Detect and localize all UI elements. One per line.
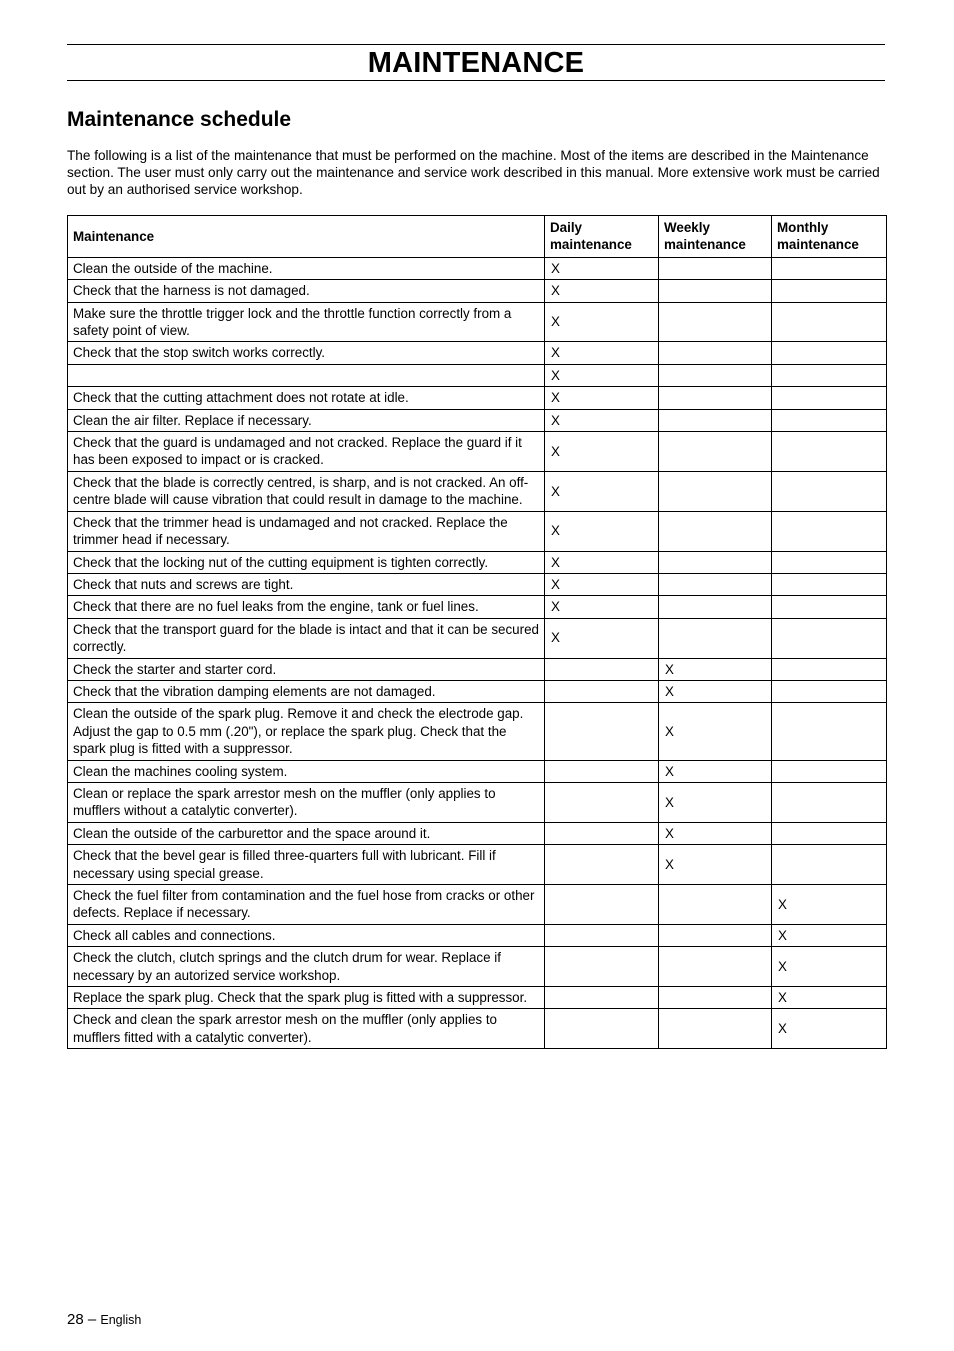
footer-separator: – (87, 1311, 97, 1328)
table-row (68, 703, 887, 760)
cell-monthly (772, 342, 887, 364)
table-row (68, 845, 887, 885)
cell-daily: X (545, 573, 659, 595)
cell-monthly (772, 782, 887, 822)
cell-daily (545, 845, 659, 885)
cell-monthly (772, 364, 887, 386)
table-row (68, 885, 887, 925)
table-row (68, 680, 887, 702)
cell-daily: X (545, 432, 659, 472)
cell-task (68, 364, 545, 386)
page-header (67, 44, 885, 81)
cell-task: Check that the vibration damping elements are not damaged. (68, 680, 545, 702)
cell-daily: X (545, 257, 659, 279)
cell-weekly (659, 342, 772, 364)
header-weekly: Weekly maintenance (659, 216, 772, 258)
cell-task: Check that the locking nut of the cutting equipment is tighten correctly. (68, 551, 545, 573)
cell-task: Check that the stop switch works correctly. (68, 342, 545, 364)
section-title: Maintenance schedule (67, 108, 292, 131)
cell-monthly (772, 511, 887, 551)
cell-weekly (659, 987, 772, 1009)
cell-daily: X (545, 551, 659, 573)
cell-daily (545, 782, 659, 822)
cell-monthly (772, 703, 887, 760)
table-row (68, 987, 887, 1009)
cell-weekly (659, 280, 772, 302)
cell-monthly (772, 573, 887, 595)
cell-monthly (772, 596, 887, 618)
cell-weekly (659, 409, 772, 431)
table-row (68, 257, 887, 279)
cell-weekly (659, 596, 772, 618)
cell-daily: X (545, 387, 659, 409)
cell-monthly: X (772, 924, 887, 946)
cell-daily: X (545, 409, 659, 431)
maintenance-schedule-table (67, 215, 887, 1049)
cell-monthly (772, 680, 887, 702)
cell-weekly (659, 924, 772, 946)
header-monthly: Monthly maintenance (772, 216, 887, 258)
cell-weekly (659, 511, 772, 551)
footer-language: English (100, 1313, 142, 1327)
cell-monthly (772, 658, 887, 680)
cell-monthly (772, 822, 887, 844)
header-daily: Daily maintenance (545, 216, 659, 258)
cell-weekly: X (659, 680, 772, 702)
page-title: MAINTENANCE (367, 47, 585, 79)
cell-daily (545, 822, 659, 844)
cell-weekly (659, 471, 772, 511)
cell-daily: X (545, 618, 659, 658)
cell-weekly (659, 947, 772, 987)
page-footer (67, 1310, 141, 1330)
table-header (68, 216, 887, 258)
cell-weekly (659, 432, 772, 472)
cell-task: Clean the outside of the carburettor and the space around it. (68, 822, 545, 844)
cell-monthly (772, 845, 887, 885)
cell-task: Check the fuel filter from contamination and the fuel hose from cracks or other defects. Replace if necessary. (68, 885, 545, 925)
cell-monthly: X (772, 1009, 887, 1049)
table-row (68, 760, 887, 782)
cell-weekly (659, 257, 772, 279)
cell-daily: X (545, 596, 659, 618)
cell-daily (545, 987, 659, 1009)
table-row (68, 387, 887, 409)
cell-weekly (659, 1009, 772, 1049)
cell-task: Check that the harness is not damaged. (68, 280, 545, 302)
table-row (68, 409, 887, 431)
table-row (68, 596, 887, 618)
cell-task: Make sure the throttle trigger lock and the throttle function correctly from a safety point of view. (68, 302, 545, 342)
cell-weekly (659, 302, 772, 342)
header-maintenance: Maintenance (68, 216, 545, 258)
cell-weekly (659, 364, 772, 386)
table-row (68, 511, 887, 551)
cell-daily: X (545, 342, 659, 364)
cell-daily (545, 947, 659, 987)
cell-task: Check the starter and starter cord. (68, 658, 545, 680)
cell-task: Check and clean the spark arrestor mesh on the muffler (only applies to mufflers fitted with a catalytic converter). (68, 1009, 545, 1049)
table-row (68, 618, 887, 658)
cell-daily (545, 885, 659, 925)
cell-monthly (772, 302, 887, 342)
cell-task: Clean the machines cooling system. (68, 760, 545, 782)
cell-monthly: X (772, 947, 887, 987)
cell-task: Check that there are no fuel leaks from the engine, tank or fuel lines. (68, 596, 545, 618)
cell-weekly (659, 387, 772, 409)
cell-monthly (772, 432, 887, 472)
table-row (68, 342, 887, 364)
cell-task: Check that the transport guard for the blade is intact and that it can be secured correctly. (68, 618, 545, 658)
cell-daily (545, 680, 659, 702)
cell-task: Clean the outside of the machine. (68, 257, 545, 279)
table-row (68, 924, 887, 946)
cell-task: Check that the blade is correctly centred, is sharp, and is not cracked. An off-centre blade will cause vibration that could result in damage to the machine. (68, 471, 545, 511)
table-row (68, 302, 887, 342)
cell-task: Clean the air filter. Replace if necessary. (68, 409, 545, 431)
cell-task: Check that the trimmer head is undamaged and not cracked. Replace the trimmer head if necessary. (68, 511, 545, 551)
table-row (68, 551, 887, 573)
cell-weekly: X (659, 760, 772, 782)
cell-task: Check all cables and connections. (68, 924, 545, 946)
cell-monthly (772, 409, 887, 431)
cell-daily (545, 658, 659, 680)
table-row (68, 658, 887, 680)
cell-task: Check that the guard is undamaged and not cracked. Replace the guard if it has been exposed to impact or is cracked. (68, 432, 545, 472)
table-row (68, 573, 887, 595)
cell-monthly (772, 760, 887, 782)
page-number: 28 (67, 1311, 84, 1328)
table-row (68, 432, 887, 472)
cell-monthly (772, 471, 887, 511)
cell-task: Check the clutch, clutch springs and the clutch drum for wear. Replace if necessary by an autorized service workshop. (68, 947, 545, 987)
table-row (68, 471, 887, 511)
cell-task: Check that the bevel gear is filled three-quarters full with lubricant. Fill if necessary using special grease. (68, 845, 545, 885)
cell-daily: X (545, 302, 659, 342)
cell-task: Check that nuts and screws are tight. (68, 573, 545, 595)
table-body (68, 257, 887, 1048)
cell-monthly (772, 257, 887, 279)
cell-monthly (772, 280, 887, 302)
cell-weekly (659, 573, 772, 595)
table-row (68, 364, 887, 386)
cell-monthly (772, 618, 887, 658)
cell-monthly: X (772, 885, 887, 925)
cell-weekly (659, 618, 772, 658)
table-row (68, 280, 887, 302)
cell-weekly: X (659, 782, 772, 822)
cell-daily: X (545, 280, 659, 302)
cell-daily (545, 703, 659, 760)
cell-weekly: X (659, 703, 772, 760)
table-row (68, 782, 887, 822)
cell-task: Clean or replace the spark arrestor mesh on the muffler (only applies to mufflers without a catalytic converter). (68, 782, 545, 822)
table-row (68, 1009, 887, 1049)
cell-daily: X (545, 471, 659, 511)
cell-daily (545, 1009, 659, 1049)
table-row (68, 822, 887, 844)
cell-weekly: X (659, 658, 772, 680)
table-header-row (68, 216, 887, 258)
cell-monthly (772, 387, 887, 409)
cell-task: Replace the spark plug. Check that the spark plug is fitted with a suppressor. (68, 987, 545, 1009)
cell-monthly (772, 551, 887, 573)
cell-task: Check that the cutting attachment does not rotate at idle. (68, 387, 545, 409)
cell-daily (545, 760, 659, 782)
cell-weekly (659, 551, 772, 573)
cell-daily: X (545, 511, 659, 551)
cell-weekly: X (659, 845, 772, 885)
intro-paragraph: The following is a list of the maintenance that must be performed on the machine. Most of the items are described in the Maintenance section. The user must only carry out the maintenance and service work described in this manual. More extensive work must be carried out by an authorised service workshop. (67, 148, 880, 197)
cell-monthly: X (772, 987, 887, 1009)
cell-weekly: X (659, 822, 772, 844)
cell-daily (545, 924, 659, 946)
cell-weekly (659, 885, 772, 925)
cell-daily: X (545, 364, 659, 386)
cell-task: Clean the outside of the spark plug. Remove it and check the electrode gap. Adjust the gap to 0.5 mm (.20"), or replace the spark plug. Check that the spark plug is fitted with a suppressor. (68, 703, 545, 760)
table-row (68, 947, 887, 987)
